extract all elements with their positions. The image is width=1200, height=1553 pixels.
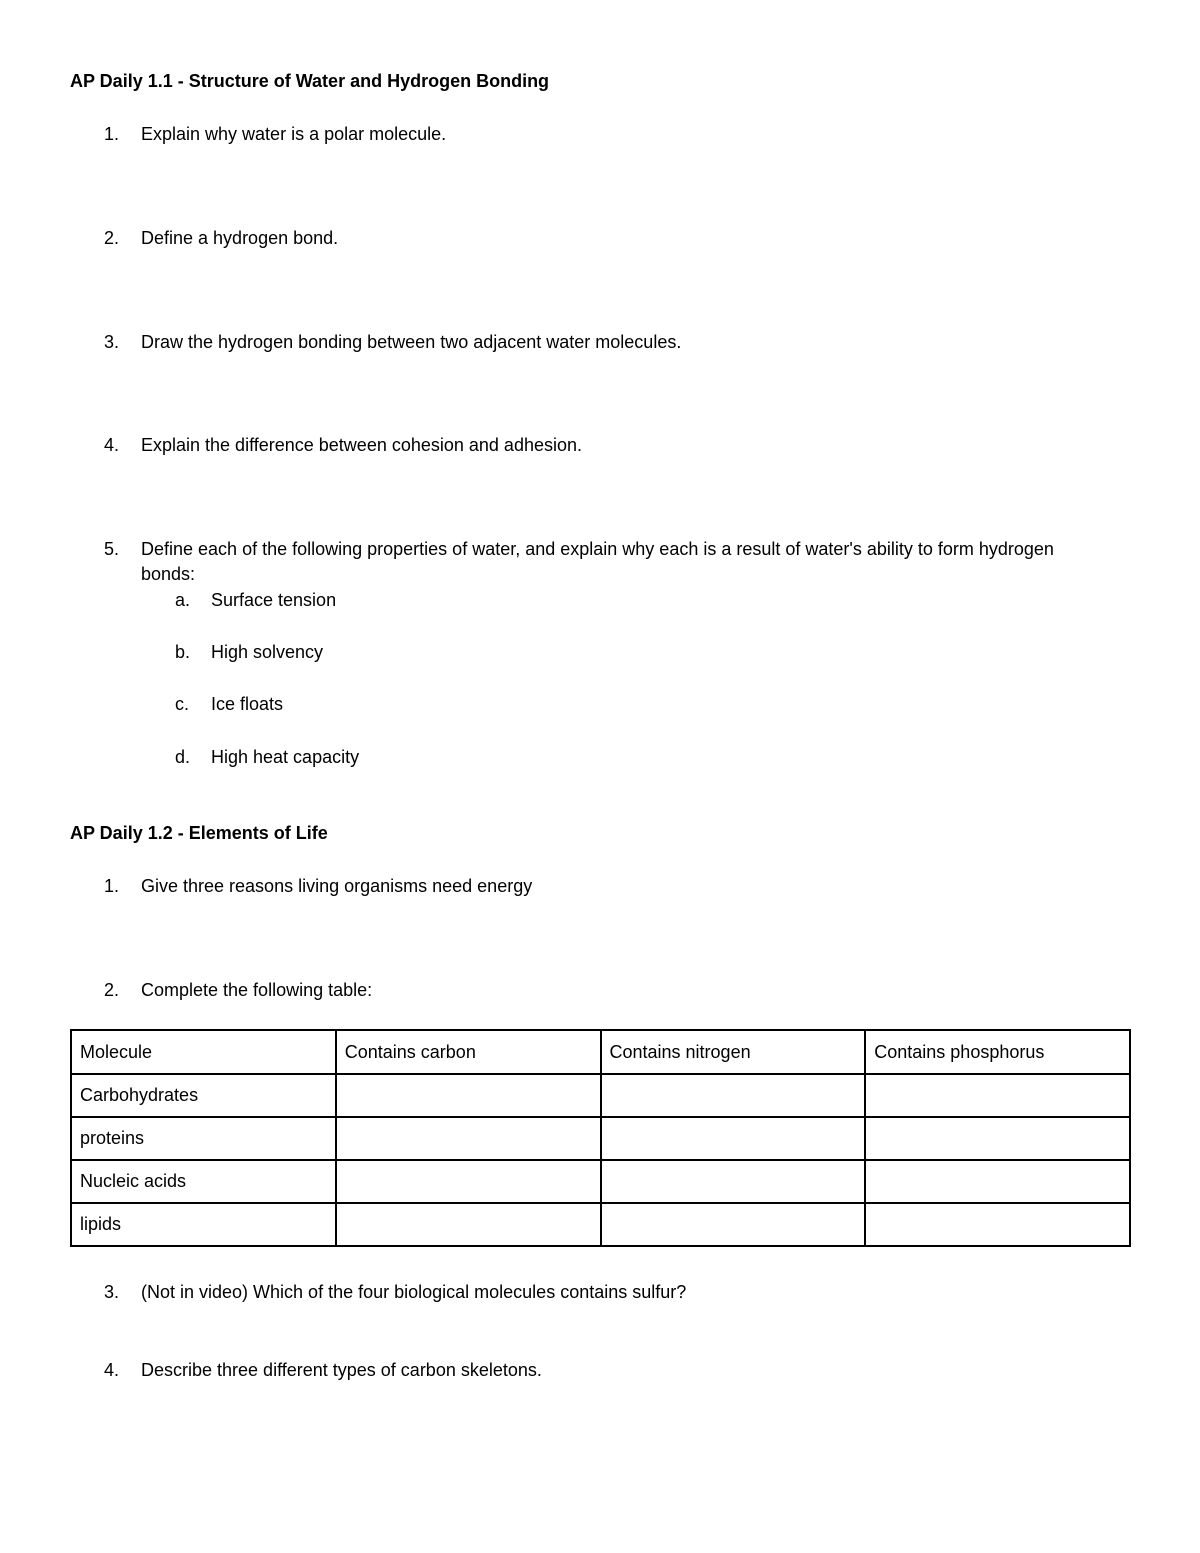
subitem-letter: b. [175, 642, 191, 662]
question-number: 3. [104, 332, 120, 352]
question-2-4 [104, 1358, 1064, 1383]
subitem-d [175, 745, 359, 770]
table-cell-blank[interactable] [865, 1203, 1130, 1246]
table-header-cell: Contains phosphorus [865, 1030, 1130, 1074]
table-cell-blank[interactable] [865, 1160, 1130, 1203]
question-2-1 [104, 874, 1064, 899]
subitem-b [175, 640, 323, 665]
question-text: Complete the following table: [141, 980, 373, 1000]
subitem-text: Surface tension [211, 590, 337, 610]
question-1-3 [104, 330, 1064, 355]
question-text: Explain why water is a polar molecule. [141, 124, 447, 144]
table-row [71, 1160, 1130, 1203]
question-text: Explain the difference between cohesion and adhesion. [141, 435, 582, 455]
subitem-letter: a. [175, 590, 191, 610]
table-cell-blank[interactable] [336, 1117, 601, 1160]
question-number: 2. [104, 228, 120, 248]
question-1-5 [104, 537, 1064, 587]
subitem-text: Ice floats [211, 694, 284, 714]
question-1-1 [104, 122, 1064, 147]
section-1-title: AP Daily 1.1 - Structure of Water and Hydrogen Bonding [70, 71, 550, 91]
question-text: Give three reasons living organisms need energy [141, 876, 533, 896]
subitem-text: High heat capacity [211, 747, 360, 767]
question-number: 1. [104, 124, 120, 144]
table-header-cell: Contains carbon [336, 1030, 601, 1074]
question-text: (Not in video) Which of the four biological molecules contains sulfur? [141, 1282, 687, 1302]
subitem-a [175, 588, 336, 613]
question-number: 1. [104, 876, 120, 896]
question-text: Define a hydrogen bond. [141, 228, 339, 248]
subitem-text: High solvency [211, 642, 324, 662]
subitem-letter: d. [175, 747, 191, 767]
question-2-3 [104, 1280, 1064, 1305]
question-text: Draw the hydrogen bonding between two adjacent water molecules. [141, 332, 682, 352]
table-cell-blank[interactable] [601, 1203, 866, 1246]
table-header-cell: Molecule [71, 1030, 336, 1074]
question-1-4 [104, 433, 1064, 458]
table-row [71, 1117, 1130, 1160]
table-cell-blank[interactable] [336, 1160, 601, 1203]
subitem-c [175, 692, 283, 717]
table-cell-blank[interactable] [601, 1117, 866, 1160]
table-row [71, 1203, 1130, 1246]
table-row-label: Nucleic acids [71, 1160, 336, 1203]
table-row [71, 1074, 1130, 1117]
subitem-letter: c. [175, 694, 190, 714]
table-cell-blank[interactable] [865, 1117, 1130, 1160]
question-2-2 [104, 978, 1064, 1003]
section-2-title: AP Daily 1.2 - Elements of Life [70, 823, 328, 843]
question-text: Define each of the following properties of water, and explain why each is a result of water's ability to form hydrogen bonds: [141, 539, 1054, 584]
question-number: 4. [104, 1360, 120, 1380]
elements-table [70, 1029, 1131, 1247]
question-number: 2. [104, 980, 120, 1000]
table-row-label: proteins [71, 1117, 336, 1160]
question-1-2 [104, 226, 1064, 251]
table-cell-blank[interactable] [865, 1074, 1130, 1117]
question-text: Describe three different types of carbon skeletons. [141, 1360, 542, 1380]
question-number: 3. [104, 1282, 120, 1302]
question-number: 4. [104, 435, 120, 455]
table-cell-blank[interactable] [601, 1160, 866, 1203]
table-header-cell: Contains nitrogen [601, 1030, 866, 1074]
table-row-label: lipids [71, 1203, 336, 1246]
table-row-label: Carbohydrates [71, 1074, 336, 1117]
table-cell-blank[interactable] [336, 1203, 601, 1246]
table-header-row [71, 1030, 1130, 1074]
table-cell-blank[interactable] [336, 1074, 601, 1117]
table-cell-blank[interactable] [601, 1074, 866, 1117]
question-number: 5. [104, 539, 120, 559]
